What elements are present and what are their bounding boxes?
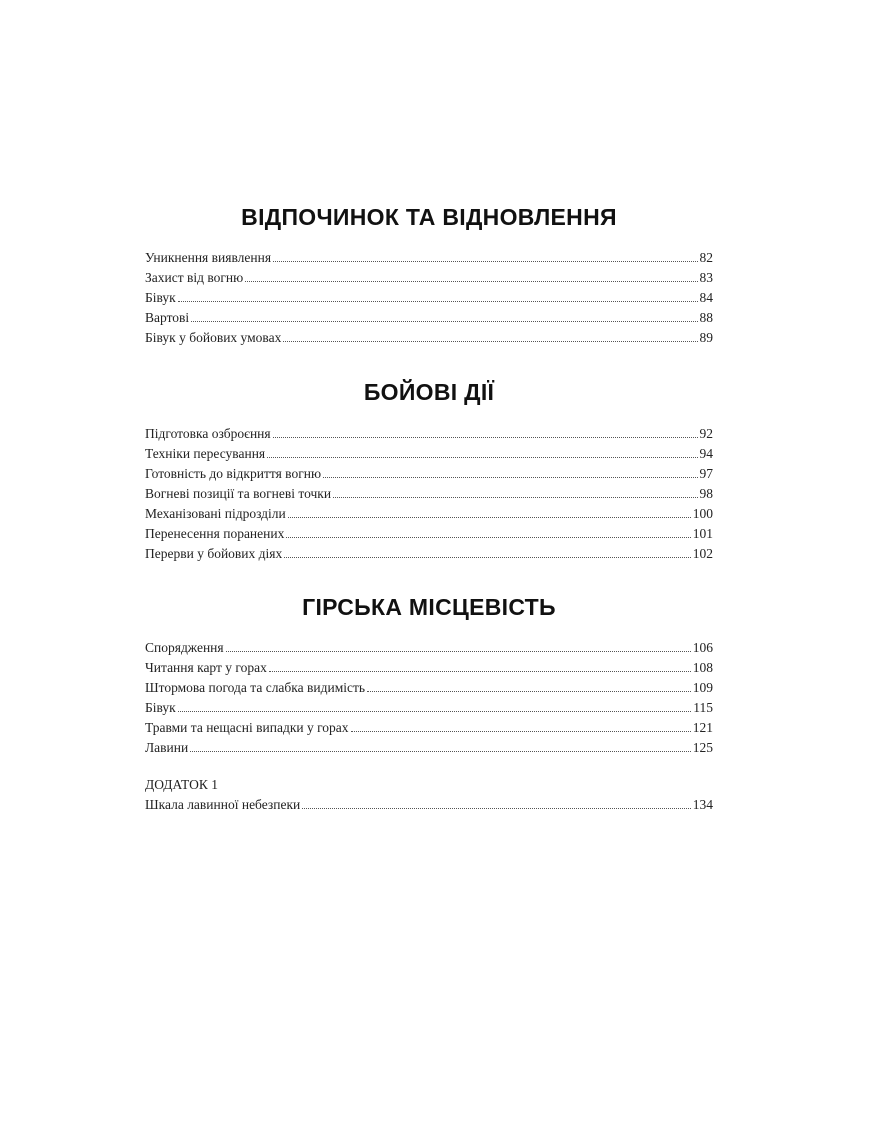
dot-leader [245, 281, 697, 282]
toc-entry-page: 102 [692, 546, 713, 561]
toc-entry [145, 698, 713, 718]
toc-list [145, 248, 713, 348]
toc-entry-label: Лавини [145, 740, 189, 755]
toc-entry-label: Читання карт у горах [145, 660, 267, 675]
toc-entry [145, 464, 713, 484]
toc-entry-label: Бівук [145, 700, 176, 715]
toc-entry [145, 718, 713, 738]
toc-entry-page: 100 [692, 506, 713, 521]
toc-list [145, 795, 713, 815]
toc-entry [145, 268, 713, 288]
toc-entry-label: Захист від вогню [145, 270, 244, 285]
toc-entry [145, 248, 713, 268]
toc-entry [145, 328, 713, 348]
dot-leader [273, 437, 698, 438]
toc-entry-label: Техніки пересування [145, 446, 266, 461]
toc-entry-page: 101 [692, 526, 713, 541]
toc-entry-page: 115 [693, 700, 713, 715]
section-title: ГІРСЬКА МІСЦЕВІСТЬ [302, 594, 556, 620]
dot-leader [191, 321, 697, 322]
toc-entry [145, 308, 713, 328]
toc-entry-page: 83 [699, 270, 713, 285]
dot-leader [351, 731, 691, 732]
toc-entry-page: 97 [699, 466, 713, 481]
toc-entry-label: Перерви у бойових діях [145, 546, 283, 561]
toc-entry [145, 795, 713, 815]
toc-entry [145, 504, 713, 524]
dot-leader [367, 691, 691, 692]
dot-leader [284, 557, 691, 558]
toc-entry [145, 544, 713, 564]
toc-entry-page: 82 [699, 250, 713, 265]
toc-entry-label: Уникнення виявлення [145, 250, 272, 265]
toc-list [145, 424, 713, 564]
toc-entry [145, 638, 713, 658]
toc-section-mountain [145, 593, 713, 758]
toc-entry-page: 84 [699, 290, 713, 305]
toc-entry-label: Готовність до відкриття вогню [145, 466, 322, 481]
dot-leader [190, 751, 691, 752]
toc-entry-label: Перенесення поранених [145, 526, 285, 541]
toc-entry-page: 125 [692, 740, 713, 755]
toc-entry-label: Вартові [145, 310, 190, 325]
appendix-heading: ДОДАТОК 1 [145, 777, 219, 792]
dot-leader [273, 261, 697, 262]
dot-leader [286, 537, 690, 538]
section-title: ВІДПОЧИНОК ТА ВІДНОВЛЕННЯ [241, 204, 617, 230]
dot-leader [269, 671, 691, 672]
toc-section-rest [145, 203, 713, 348]
toc-entry-page: 106 [692, 640, 713, 655]
toc-section-combat [145, 378, 713, 564]
toc-list [145, 638, 713, 758]
dot-leader [267, 457, 697, 458]
dot-leader [178, 301, 698, 302]
toc-entry-page: 98 [699, 486, 713, 501]
toc-entry [145, 738, 713, 758]
toc-entry-page: 88 [699, 310, 713, 325]
toc-appendix [145, 775, 713, 815]
toc-entry-label: Бівук [145, 290, 176, 305]
toc-entry [145, 678, 713, 698]
dot-leader [226, 651, 691, 652]
toc-entry-page: 89 [699, 330, 713, 345]
toc-entry [145, 424, 713, 444]
toc-entry-label: Механізовані підрозділи [145, 506, 286, 521]
toc-entry-label: Підготовка озброєння [145, 426, 271, 441]
dot-leader [178, 711, 692, 712]
toc-entry-page: 94 [699, 446, 713, 461]
toc-entry [145, 484, 713, 504]
toc-entry-label: Спорядження [145, 640, 224, 655]
section-title: БОЙОВІ ДІЇ [363, 379, 495, 405]
toc-entry-page: 92 [699, 426, 713, 441]
toc-entry-label: Штормова погода та слабка видимість [145, 680, 366, 695]
toc-entry [145, 288, 713, 308]
toc-entry-label: Шкала лавинної небезпеки [145, 797, 301, 812]
dot-leader [288, 517, 691, 518]
toc-entry-page: 134 [692, 797, 713, 812]
dot-leader [302, 808, 691, 809]
toc-entry-page: 109 [692, 680, 713, 695]
dot-leader [283, 341, 697, 342]
toc-entry-page: 108 [692, 660, 713, 675]
dot-leader [333, 497, 697, 498]
toc-entry-label: Бівук у бойових умовах [145, 330, 282, 345]
toc-entry-label: Вогневі позиції та вогневі точки [145, 486, 332, 501]
dot-leader [323, 477, 697, 478]
toc-entry-label: Травми та нещасні випадки у горах [145, 720, 349, 735]
toc-entry [145, 524, 713, 544]
toc-entry [145, 658, 713, 678]
toc-entry [145, 444, 713, 464]
toc-entry-page: 121 [692, 720, 713, 735]
